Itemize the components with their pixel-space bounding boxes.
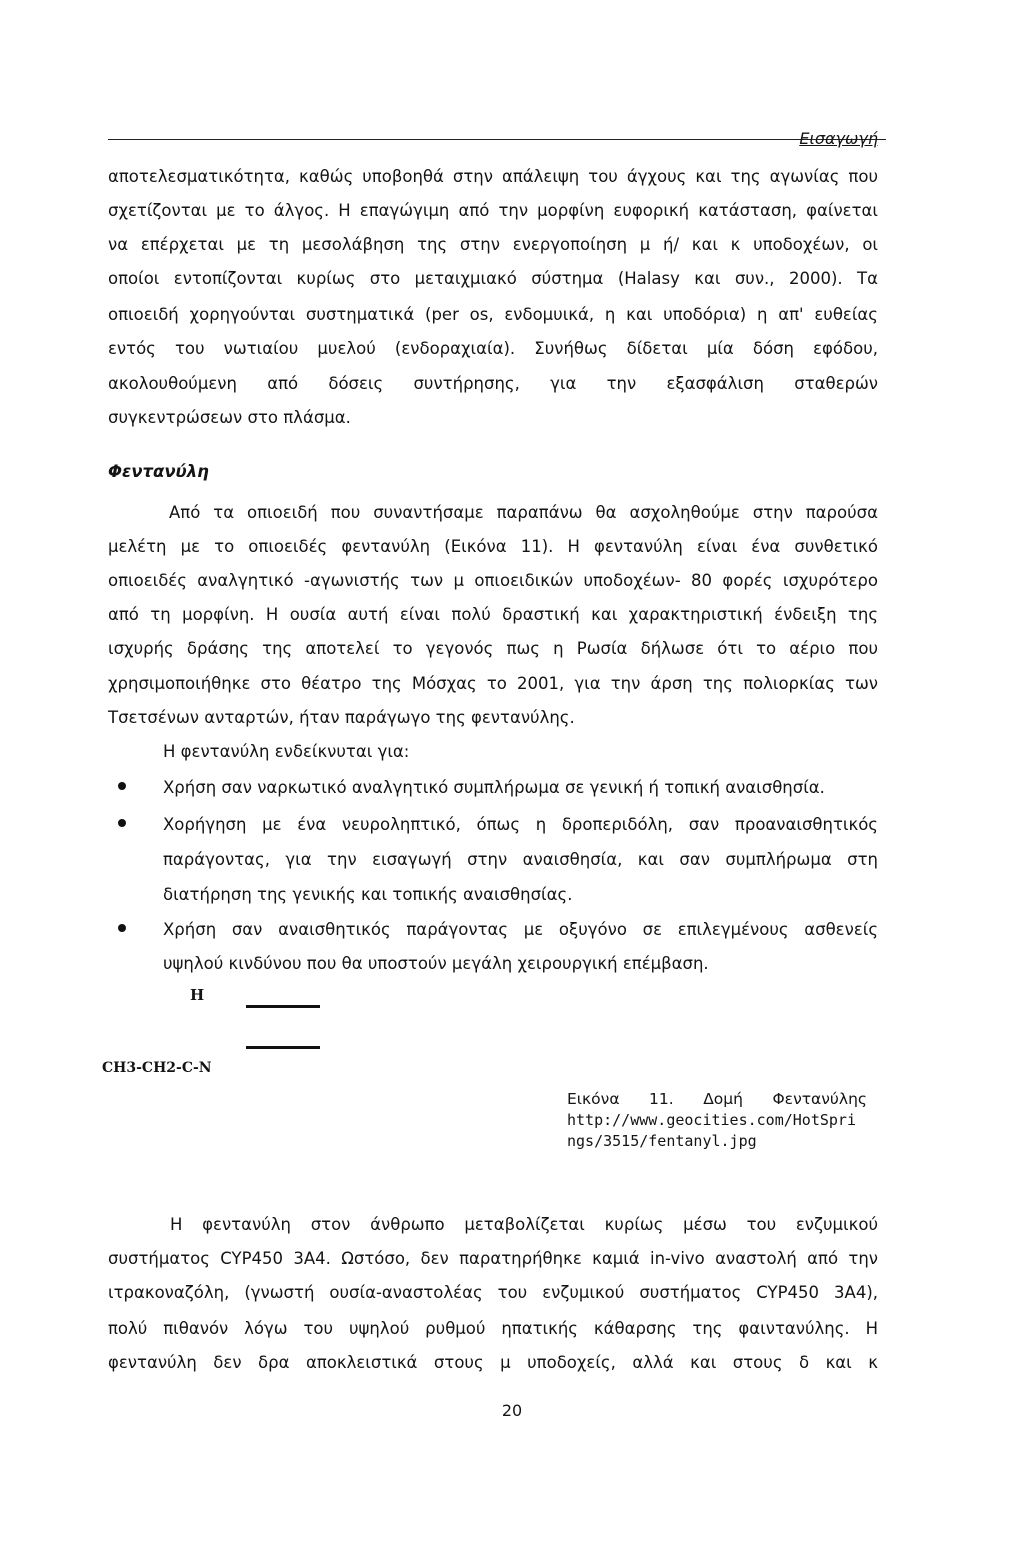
bullet-icon bbox=[118, 782, 126, 790]
chem-formula: CH3-CH2-C-N bbox=[102, 1060, 212, 1076]
paragraph-line: οπιοειδές αναλγητικό -αγωνιστής των μ οπιοειδικών υποδοχέων- 80 φορές ισχυρότερο bbox=[108, 571, 878, 590]
bullet-line: διατήρηση της γενικής και τοπικής αναισθησίας. bbox=[163, 885, 573, 904]
chem-bond bbox=[246, 1005, 320, 1008]
paragraph-line: ιτρακοναζόλη, (γνωστή ουσία-αναστολέας του ενζυμικού συστήματος CYP450 3A4), bbox=[108, 1283, 878, 1302]
paragraph-line: αποτελεσματικότητα, καθώς υποβοηθά στην απάλειψη του άγχους και της αγωνίας που bbox=[108, 167, 878, 186]
figure-caption-url: ngs/3515/fentanyl.jpg bbox=[567, 1132, 757, 1150]
paragraph-line: Τσετσένων ανταρτών, ήταν παράγωγο της φεντανύλης. bbox=[108, 708, 575, 727]
section-heading: Φεντανύλη bbox=[108, 462, 209, 481]
paragraph-line: ισχυρής δράσης της αποτελεί το γεγονός πως η Ρωσία δήλωσε ότι το αέριο που bbox=[108, 639, 878, 658]
paragraph-line: σχετίζονται με το άλγος. Η επαγώγιμη από την μορφίνη ευφορική κατάσταση, φαίνεται bbox=[108, 201, 878, 220]
paragraph-line: πολύ πιθανόν λόγω του υψηλού ρυθμού ηπατικής κάθαρσης της φαιντανύλης. Η bbox=[108, 1319, 878, 1338]
bullet-line: Χορήγηση με ένα νευροληπτικό, όπως η δροπεριδόλη, σαν προαναισθητικός bbox=[163, 815, 878, 834]
figure-caption: Εικόνα 11. Δομή Φεντανύλης bbox=[567, 1090, 867, 1108]
header-rule bbox=[108, 139, 886, 140]
page-number: 20 bbox=[501, 1401, 523, 1420]
paragraph-line: Η φεντανύλη στον άνθρωπο μεταβολίζεται κυρίως μέσω του ενζυμικού bbox=[170, 1215, 878, 1234]
bullet-line: υψηλού κινδύνου που θα υποστούν μεγάλη χειρουργική επέμβαση. bbox=[163, 954, 709, 973]
figure-caption-url: http://www.geocities.com/HotSpri bbox=[567, 1111, 856, 1129]
chem-bond bbox=[246, 1046, 320, 1049]
paragraph-line: να επέρχεται με τη μεσολάβηση της στην ενεργοποίηση μ ή/ και κ υποδοχέων, οι bbox=[108, 235, 878, 254]
paragraph-line: συστήματος CYP450 3A4. Ωστόσο, δεν παρατηρήθηκε καμιά in-vivo αναστολή από την bbox=[108, 1249, 878, 1268]
bullet-line: Χρήση σαν αναισθητικός παράγοντας με οξυγόνο σε επιλεγμένους ασθενείς bbox=[163, 920, 878, 939]
bullet-line: παράγοντας, για την εισαγωγή στην αναισθησία, και σαν συμπλήρωμα στη bbox=[163, 850, 878, 869]
paragraph-line: από τη μορφίνη. Η ουσία αυτή είναι πολύ δραστική και χαρακτηριστική ένδειξη της bbox=[108, 605, 878, 624]
bullet-icon bbox=[118, 819, 126, 827]
bullet-icon bbox=[118, 924, 126, 932]
paragraph-line: φεντανύλη δεν δρα αποκλειστικά στους μ υποδοχείς, αλλά και στους δ και κ bbox=[108, 1353, 878, 1372]
paragraph-line: χρησιμοποιήθηκε στο θέατρο της Μόσχας το 2001, για την άρση της πολιορκίας των bbox=[108, 674, 878, 693]
bullet-line: Χρήση σαν ναρκωτικό αναλγητικό συμπλήρωμα σε γενική ή τοπική αναισθησία. bbox=[163, 778, 825, 797]
paragraph-line: εντός του νωτιαίου μυελού (ενδοραχιαία). Συνήθως δίδεται μία δόση εφόδου, bbox=[108, 339, 878, 358]
paragraph-line: οποίοι εντοπίζονται κυρίως στο μεταιχμιακό σύστημα (Halasy και συν., 2000). Τα bbox=[108, 269, 878, 288]
indications-intro: Η φεντανύλη ενδείκνυται για: bbox=[163, 742, 410, 761]
running-header: Εισαγωγή bbox=[799, 129, 878, 148]
paragraph-line: ακολουθούμενη από δόσεις συντήρησης, για την εξασφάλιση σταθερών bbox=[108, 374, 878, 393]
paragraph-line: οπιοειδή χορηγούνται συστηματικά (per os, ενδομυικά, η και υποδόρια) η απ' ευθείας bbox=[108, 305, 878, 324]
paragraph-line: Από τα οπιοειδή που συναντήσαμε παραπάνω θα ασχοληθούμε στην παρούσα bbox=[169, 503, 878, 522]
chem-atom-h: H bbox=[190, 986, 205, 1004]
paragraph-line: μελέτη με το οπιοειδές φεντανύλη (Εικόνα 11). Η φεντανύλη είναι ένα συνθετικό bbox=[108, 537, 878, 556]
paragraph-line: συγκεντρώσεων στο πλάσμα. bbox=[108, 408, 351, 427]
